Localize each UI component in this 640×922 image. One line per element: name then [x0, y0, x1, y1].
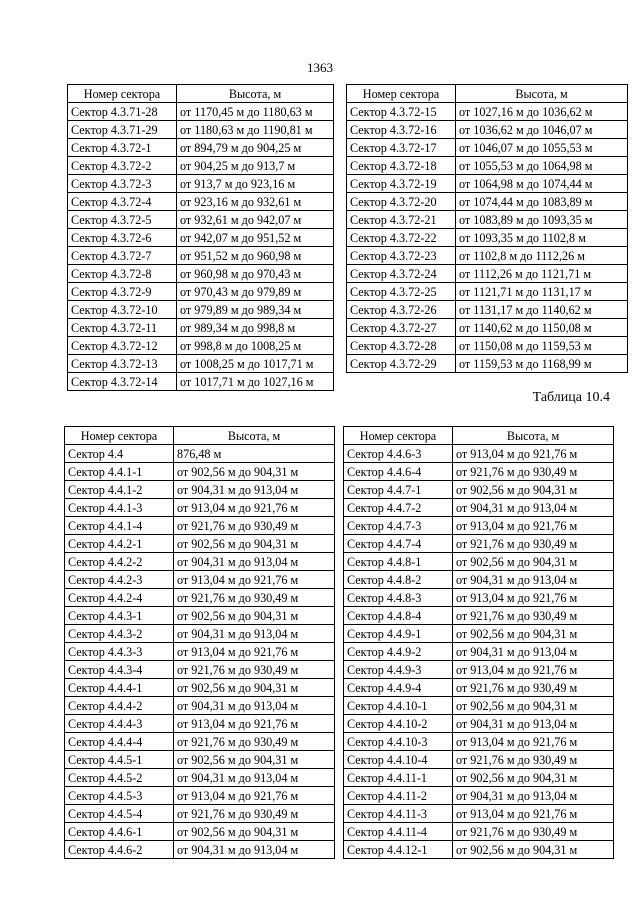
sector-cell: Сектор 4.4.4-4: [65, 733, 174, 751]
sector-cell: Сектор 4.3.72-28: [347, 337, 456, 355]
height-cell: от 921,76 м до 930,49 м: [174, 517, 335, 535]
sector-cell: Сектор 4.4.1-4: [65, 517, 174, 535]
height-cell: от 902,56 м до 904,31 м: [174, 823, 335, 841]
table-row: [344, 607, 614, 625]
height-cell: 876,48 м: [174, 445, 335, 463]
height-cell: от 921,76 м до 930,49 м: [174, 589, 335, 607]
sector-cell: Сектор 4.3.72-25: [347, 283, 456, 301]
sector-cell: Сектор 4.3.71-28: [68, 103, 177, 121]
sector-cell: Сектор 4.4.5-2: [65, 769, 174, 787]
height-cell: от 904,25 м до 913,7 м: [177, 157, 334, 175]
height-cell: от 923,16 м до 932,61 м: [177, 193, 334, 211]
table-row: [344, 499, 614, 517]
table-row: [68, 229, 334, 247]
table-row: [344, 661, 614, 679]
sector-cell: Сектор 4.4.3-1: [65, 607, 174, 625]
table-row: [344, 805, 614, 823]
height-cell: от 979,89 м до 989,34 м: [177, 301, 334, 319]
table-row: [344, 535, 614, 553]
height-cell: от 1102,8 м до 1112,26 м: [456, 247, 628, 265]
height-cell: от 1159,53 м до 1168,99 м: [456, 355, 628, 373]
sector-cell: Сектор 4.4.1-2: [65, 481, 174, 499]
height-cell: от 902,56 м до 904,31 м: [453, 625, 614, 643]
sector-cell: Сектор 4.4.1-1: [65, 463, 174, 481]
sector-cell: Сектор 4.4.12-1: [344, 841, 453, 859]
sector-table-1-left: [67, 84, 334, 391]
table-row: [65, 715, 335, 733]
sector-cell: Сектор 4.4.8-3: [344, 589, 453, 607]
height-cell: от 904,31 м до 913,04 м: [453, 571, 614, 589]
sector-cell: Сектор 4.4.5-4: [65, 805, 174, 823]
table-row: [344, 733, 614, 751]
table-row: [347, 337, 628, 355]
table-row: [344, 517, 614, 535]
height-cell: от 921,76 м до 930,49 м: [453, 463, 614, 481]
height-cell: от 913,04 м до 921,76 м: [453, 517, 614, 535]
height-cell: от 921,76 м до 930,49 м: [453, 823, 614, 841]
table-row: [68, 337, 334, 355]
height-cell: от 1008,25 м до 1017,71 м: [177, 355, 334, 373]
height-cell: от 913,04 м до 921,76 м: [174, 571, 335, 589]
table-row: [65, 481, 335, 499]
table-row: [68, 301, 334, 319]
sector-cell: Сектор 4.4.9-2: [344, 643, 453, 661]
sector-cell: Сектор 4.4.11-1: [344, 769, 453, 787]
sector-table-1-right: [346, 84, 628, 373]
height-cell: от 1112,26 м до 1121,71 м: [456, 265, 628, 283]
table-row: [65, 787, 335, 805]
height-cell: от 1121,71 м до 1131,17 м: [456, 283, 628, 301]
table-row: [347, 355, 628, 373]
table-row: [344, 697, 614, 715]
sector-cell: Сектор 4.3.71-29: [68, 121, 177, 139]
table-row: [65, 463, 335, 481]
sector-cell: Сектор 4.3.72-17: [347, 139, 456, 157]
sector-cell: Сектор 4.4.3-4: [65, 661, 174, 679]
table-row: [65, 751, 335, 769]
height-cell: от 1064,98 м до 1074,44 м: [456, 175, 628, 193]
sector-cell: Сектор 4.3.72-12: [68, 337, 177, 355]
height-cell: от 902,56 м до 904,31 м: [453, 841, 614, 859]
sector-cell: Сектор 4.3.72-23: [347, 247, 456, 265]
height-cell: от 913,7 м до 923,16 м: [177, 175, 334, 193]
height-cell: от 1027,16 м до 1036,62 м: [456, 103, 628, 121]
height-column-header: Высота, м: [174, 427, 335, 445]
height-cell: от 913,04 м до 921,76 м: [453, 733, 614, 751]
table-caption: Таблица 10.4: [532, 390, 610, 405]
sector-cell: Сектор 4.3.72-5: [68, 211, 177, 229]
page-number: 1363: [307, 60, 333, 75]
sector-cell: Сектор 4.3.72-29: [347, 355, 456, 373]
height-cell: от 1180,63 м до 1190,81 м: [177, 121, 334, 139]
sector-cell: Сектор 4.3.72-3: [68, 175, 177, 193]
height-cell: от 902,56 м до 904,31 м: [174, 463, 335, 481]
height-cell: от 913,04 м до 921,76 м: [174, 787, 335, 805]
height-cell: от 1150,08 м до 1159,53 м: [456, 337, 628, 355]
sector-cell: Сектор 4.3.72-24: [347, 265, 456, 283]
sector-cell: Сектор 4.3.72-22: [347, 229, 456, 247]
sector-cell: Сектор 4.3.72-15: [347, 103, 456, 121]
sector-cell: Сектор 4.4.10-2: [344, 715, 453, 733]
sector-cell: Сектор 4.4.7-3: [344, 517, 453, 535]
sector-cell: Сектор 4.4.4-1: [65, 679, 174, 697]
table-row: [65, 625, 335, 643]
height-column-header: Высота, м: [456, 85, 628, 103]
sector-cell: Сектор 4.3.72-1: [68, 139, 177, 157]
sector-cell: Сектор 4.3.72-10: [68, 301, 177, 319]
sector-cell: Сектор 4.4.4-2: [65, 697, 174, 715]
table-row: [347, 301, 628, 319]
table-row: [65, 535, 335, 553]
height-cell: от 951,52 м до 960,98 м: [177, 247, 334, 265]
sector-cell: Сектор 4.3.72-4: [68, 193, 177, 211]
table-row: [65, 499, 335, 517]
table-row: [65, 589, 335, 607]
sector-cell: Сектор 4.4.6-4: [344, 463, 453, 481]
height-cell: от 902,56 м до 904,31 м: [453, 481, 614, 499]
sector-cell: Сектор 4.3.72-13: [68, 355, 177, 373]
sector-cell: Сектор 4.3.72-20: [347, 193, 456, 211]
sector-table-2-right: [343, 426, 614, 859]
table-row: [347, 229, 628, 247]
sector-cell: Сектор 4.3.72-19: [347, 175, 456, 193]
sector-cell: Сектор 4.3.72-2: [68, 157, 177, 175]
height-cell: от 921,76 м до 930,49 м: [174, 661, 335, 679]
height-cell: от 894,79 м до 904,25 м: [177, 139, 334, 157]
sector-cell: Сектор 4.3.72-14: [68, 373, 177, 391]
height-cell: от 904,31 м до 913,04 м: [174, 481, 335, 499]
sector-cell: Сектор 4.4.6-3: [344, 445, 453, 463]
height-cell: от 921,76 м до 930,49 м: [174, 805, 335, 823]
table-row: [347, 247, 628, 265]
table-row: [347, 265, 628, 283]
height-cell: от 904,31 м до 913,04 м: [174, 841, 335, 859]
table-row: [347, 193, 628, 211]
table-row: [344, 769, 614, 787]
sector-cell: Сектор 4.4.2-1: [65, 535, 174, 553]
sector-cell: Сектор 4.3.72-21: [347, 211, 456, 229]
sector-cell: Сектор 4.3.72-16: [347, 121, 456, 139]
height-cell: от 904,31 м до 913,04 м: [453, 715, 614, 733]
sector-cell: Сектор 4.3.72-8: [68, 265, 177, 283]
sector-cell: Сектор 4.4.4-3: [65, 715, 174, 733]
sector-cell: Сектор 4.3.72-26: [347, 301, 456, 319]
sector-cell: Сектор 4.4: [65, 445, 174, 463]
table-row: [65, 697, 335, 715]
table-row: [347, 283, 628, 301]
height-cell: от 989,34 м до 998,8 м: [177, 319, 334, 337]
sector-cell: Сектор 4.4.5-3: [65, 787, 174, 805]
height-cell: от 921,76 м до 930,49 м: [453, 679, 614, 697]
height-cell: от 1170,45 м до 1180,63 м: [177, 103, 334, 121]
height-cell: от 913,04 м до 921,76 м: [174, 715, 335, 733]
table-row: [65, 571, 335, 589]
height-cell: от 904,31 м до 913,04 м: [174, 697, 335, 715]
height-cell: от 902,56 м до 904,31 м: [174, 607, 335, 625]
height-cell: от 921,76 м до 930,49 м: [174, 733, 335, 751]
sector-cell: Сектор 4.3.72-7: [68, 247, 177, 265]
sector-cell: Сектор 4.4.8-2: [344, 571, 453, 589]
height-cell: от 1074,44 м до 1083,89 м: [456, 193, 628, 211]
sector-cell: Сектор 4.4.9-3: [344, 661, 453, 679]
height-cell: от 913,04 м до 921,76 м: [453, 661, 614, 679]
height-cell: от 913,04 м до 921,76 м: [174, 499, 335, 517]
sector-cell: Сектор 4.4.11-2: [344, 787, 453, 805]
table-row: [344, 823, 614, 841]
table-row: [65, 445, 335, 463]
height-cell: от 904,31 м до 913,04 м: [174, 769, 335, 787]
table-row: [347, 211, 628, 229]
table-row: [68, 247, 334, 265]
table-row: [344, 553, 614, 571]
height-cell: от 902,56 м до 904,31 м: [453, 769, 614, 787]
sector-cell: Сектор 4.4.8-4: [344, 607, 453, 625]
sector-cell: Сектор 4.3.72-18: [347, 157, 456, 175]
sector-cell: Сектор 4.4.9-1: [344, 625, 453, 643]
height-cell: от 1055,53 м до 1064,98 м: [456, 157, 628, 175]
sector-cell: Сектор 4.4.7-1: [344, 481, 453, 499]
height-cell: от 904,31 м до 913,04 м: [453, 643, 614, 661]
table-row: [65, 643, 335, 661]
sector-cell: Сектор 4.4.2-4: [65, 589, 174, 607]
height-cell: от 1017,71 м до 1027,16 м: [177, 373, 334, 391]
height-cell: от 1131,17 м до 1140,62 м: [456, 301, 628, 319]
height-cell: от 904,31 м до 913,04 м: [174, 625, 335, 643]
height-column-header: Высота, м: [177, 85, 334, 103]
sector-column-header: Номер сектора: [344, 427, 453, 445]
table-row: [65, 823, 335, 841]
sector-column-header: Номер сектора: [347, 85, 456, 103]
height-cell: от 970,43 м до 979,89 м: [177, 283, 334, 301]
height-cell: от 913,04 м до 921,76 м: [453, 589, 614, 607]
table-row: [344, 679, 614, 697]
table-row: [68, 265, 334, 283]
table-row: [68, 211, 334, 229]
sector-cell: Сектор 4.3.72-11: [68, 319, 177, 337]
sector-cell: Сектор 4.4.3-2: [65, 625, 174, 643]
table-row: [347, 139, 628, 157]
table-row: [344, 751, 614, 769]
table-row: [344, 715, 614, 733]
height-cell: от 904,31 м до 913,04 м: [174, 553, 335, 571]
table-row: [65, 607, 335, 625]
height-cell: от 904,31 м до 913,04 м: [453, 499, 614, 517]
table-row: [68, 193, 334, 211]
table-row: [68, 157, 334, 175]
table-row: [65, 517, 335, 535]
table-row: [344, 625, 614, 643]
table-row: [347, 175, 628, 193]
height-cell: от 1046,07 м до 1055,53 м: [456, 139, 628, 157]
table-row: [65, 769, 335, 787]
table-row: [344, 463, 614, 481]
sector-cell: Сектор 4.4.8-1: [344, 553, 453, 571]
height-column-header: Высота, м: [453, 427, 614, 445]
sector-cell: Сектор 4.4.11-4: [344, 823, 453, 841]
table-row: [68, 283, 334, 301]
height-cell: от 921,76 м до 930,49 м: [453, 535, 614, 553]
sector-cell: Сектор 4.4.2-2: [65, 553, 174, 571]
table-row: [68, 121, 334, 139]
sector-cell: Сектор 4.3.72-9: [68, 283, 177, 301]
table-row: [344, 481, 614, 499]
table-row: [65, 733, 335, 751]
height-cell: от 998,8 м до 1008,25 м: [177, 337, 334, 355]
height-cell: от 960,98 м до 970,43 м: [177, 265, 334, 283]
sector-column-header: Номер сектора: [65, 427, 174, 445]
sector-cell: Сектор 4.4.9-4: [344, 679, 453, 697]
height-cell: от 921,76 м до 930,49 м: [453, 607, 614, 625]
table-row: [68, 103, 334, 121]
table-row: [68, 355, 334, 373]
height-cell: от 902,56 м до 904,31 м: [453, 697, 614, 715]
table-row: [344, 589, 614, 607]
table-row: [344, 841, 614, 859]
height-cell: от 1036,62 м до 1046,07 м: [456, 121, 628, 139]
sector-cell: Сектор 4.3.72-27: [347, 319, 456, 337]
sector-cell: Сектор 4.3.72-6: [68, 229, 177, 247]
sector-cell: Сектор 4.4.6-2: [65, 841, 174, 859]
sector-cell: Сектор 4.4.10-4: [344, 751, 453, 769]
sector-cell: Сектор 4.4.2-3: [65, 571, 174, 589]
height-cell: от 1093,35 м до 1102,8 м: [456, 229, 628, 247]
table-row: [68, 373, 334, 391]
table-row: [65, 679, 335, 697]
height-cell: от 902,56 м до 904,31 м: [453, 553, 614, 571]
table-row: [68, 139, 334, 157]
sector-cell: Сектор 4.4.3-3: [65, 643, 174, 661]
table-row: [65, 661, 335, 679]
height-cell: от 902,56 м до 904,31 м: [174, 751, 335, 769]
sector-cell: Сектор 4.4.1-3: [65, 499, 174, 517]
sector-cell: Сектор 4.4.5-1: [65, 751, 174, 769]
sector-cell: Сектор 4.4.10-3: [344, 733, 453, 751]
table-row: [68, 319, 334, 337]
sector-cell: Сектор 4.4.6-1: [65, 823, 174, 841]
height-cell: от 942,07 м до 951,52 м: [177, 229, 334, 247]
table-row: [347, 103, 628, 121]
height-cell: от 1083,89 м до 1093,35 м: [456, 211, 628, 229]
height-cell: от 913,04 м до 921,76 м: [453, 445, 614, 463]
table-row: [347, 121, 628, 139]
height-cell: от 1140,62 м до 1150,08 м: [456, 319, 628, 337]
table-row: [344, 571, 614, 589]
sector-cell: Сектор 4.4.11-3: [344, 805, 453, 823]
table-row: [347, 319, 628, 337]
table-row: [65, 841, 335, 859]
table-row: [68, 175, 334, 193]
table-row: [344, 445, 614, 463]
height-cell: от 902,56 м до 904,31 м: [174, 535, 335, 553]
sector-table-2-left: [64, 426, 335, 859]
height-cell: от 902,56 м до 904,31 м: [174, 679, 335, 697]
sector-column-header: Номер сектора: [68, 85, 177, 103]
table-row: [65, 805, 335, 823]
height-cell: от 932,61 м до 942,07 м: [177, 211, 334, 229]
table-row: [344, 787, 614, 805]
height-cell: от 904,31 м до 913,04 м: [453, 787, 614, 805]
table-row: [347, 157, 628, 175]
sector-cell: Сектор 4.4.7-2: [344, 499, 453, 517]
height-cell: от 913,04 м до 921,76 м: [453, 805, 614, 823]
height-cell: от 921,76 м до 930,49 м: [453, 751, 614, 769]
sector-cell: Сектор 4.4.7-4: [344, 535, 453, 553]
height-cell: от 913,04 м до 921,76 м: [174, 643, 335, 661]
table-row: [344, 643, 614, 661]
sector-cell: Сектор 4.4.10-1: [344, 697, 453, 715]
table-row: [65, 553, 335, 571]
